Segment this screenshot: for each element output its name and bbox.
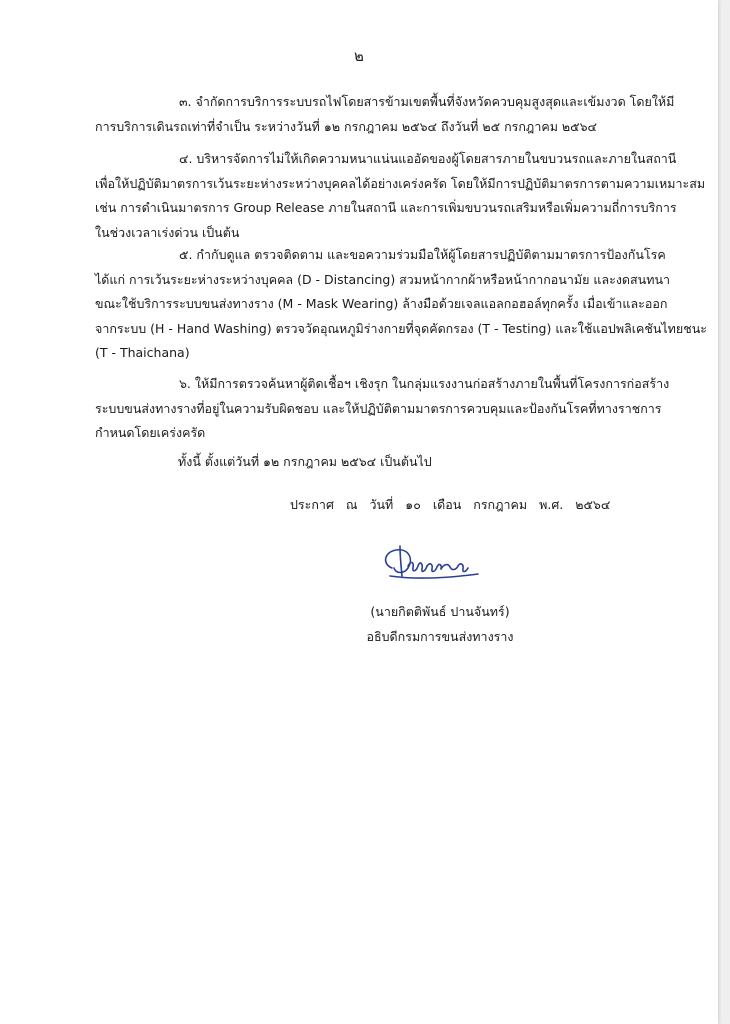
announce-month: กรกฎาคม xyxy=(473,497,528,512)
signer-name: (นายกิตติพันธ์ ปานจันทร์) xyxy=(370,604,510,619)
paragraph-line: (T - Thaichana) xyxy=(95,345,190,360)
paragraph-line: เพื่อให้ปฏิบัติมาตรการเว้นระยะห่างระหว่างบุคคลได้อย่างเคร่งครัด โดยให้มีการปฏิบัติมาตรการตามความเหมาะสม xyxy=(95,175,706,191)
announce-at: ณ xyxy=(345,497,358,512)
signer-title: อธิบดีกรมการขนส่งทางราง xyxy=(366,629,514,644)
paragraph-line: ๕. กำกับดูแล ตรวจติดตาม และขอความร่วมมือให้ผู้โดยสารปฏิบัติตามมาตรการป้องกันโรค xyxy=(179,247,666,262)
handwritten-signature xyxy=(378,538,488,588)
paragraph-line: ขณะใช้บริการระบบขนส่งทางราง (M - Mask Wearing) ล้างมือด้วยเจลแอลกอฮอล์ทุกครั้ง เมื่อเข้าและออก xyxy=(95,296,668,311)
paragraph-line: การบริการเดินรถเท่าที่จำเป็น ระหว่างวันที่ ๑๒ กรกฎาคม ๒๕๖๔ ถึงวันที่ ๒๕ กรกฎาคม ๒๕๖๔ xyxy=(95,118,598,134)
paragraph-6 xyxy=(95,372,670,446)
announce-year: ๒๕๖๔ xyxy=(575,497,611,512)
paragraph-line: ระบบขนส่งทางรางที่อยู่ในความรับผิดชอบ และให้ปฏิบัติตามมาตรการควบคุมและป้องกันโรคที่ทางราชการ xyxy=(95,400,662,416)
announce-day-label: วันที่ xyxy=(369,497,394,512)
announce-year-label: พ.ศ. xyxy=(539,497,564,512)
page-number: ๒ xyxy=(354,47,364,65)
paragraph-5 xyxy=(95,243,707,366)
paragraph-3 xyxy=(95,90,675,139)
announcement-date xyxy=(290,495,618,515)
paragraph-4 xyxy=(95,147,706,245)
announce-day: ๑๐ xyxy=(405,497,421,512)
paragraph-line: กำหนดโดยเคร่งครัด xyxy=(95,425,206,440)
announce-month-label: เดือน xyxy=(432,497,462,512)
paragraph-line: ในช่วงเวลาเร่งด่วน เป็นต้น xyxy=(95,224,240,240)
paragraph-line: ๖. ให้มีการตรวจค้นหาผู้ติดเชื้อฯ เชิงรุก ในกลุ่มแรงงานก่อสร้างภายในพื้นที่โครงการก่อสร้าง xyxy=(179,376,670,391)
paragraph-line: ได้แก่ การเว้นระยะห่างระหว่างบุคคล (D - Distancing) สวมหน้ากากผ้าหรือหน้ากากอนามัย และงดสนทนา xyxy=(95,271,671,287)
paragraph-line: ๔. บริหารจัดการไม่ให้เกิดความหนาแน่นแออัดของผู้โดยสารภายในขบวนรถและภายในสถานี xyxy=(179,151,677,166)
effective-date-statement: ทั้งนี้ ตั้งแต่วันที่ ๑๒ กรกฎาคม ๒๕๖๔ เป็นต้นไป xyxy=(178,454,432,469)
paragraph-line: ๓. จำกัดการบริการระบบรถไฟโดยสารข้ามเขตพื้นที่จังหวัดควบคุมสูงสุดและเข้มงวด โดยให้มี xyxy=(179,94,675,109)
paragraph-line: จากระบบ (H - Hand Washing) ตรวจวัดอุณหภูมิร่างกายที่จุดคัดกรอง (T - Testing) และใช้แอปพลิเคชันไทยชนะ xyxy=(95,320,707,336)
paragraph-line: เช่น การดำเนินมาตรการ Group Release ภายในสถานี และการเพิ่มขบวนรถเสริมหรือเพิ่มความถี่การบริการ xyxy=(95,200,677,215)
announce-prefix: ประกาศ xyxy=(290,497,334,512)
